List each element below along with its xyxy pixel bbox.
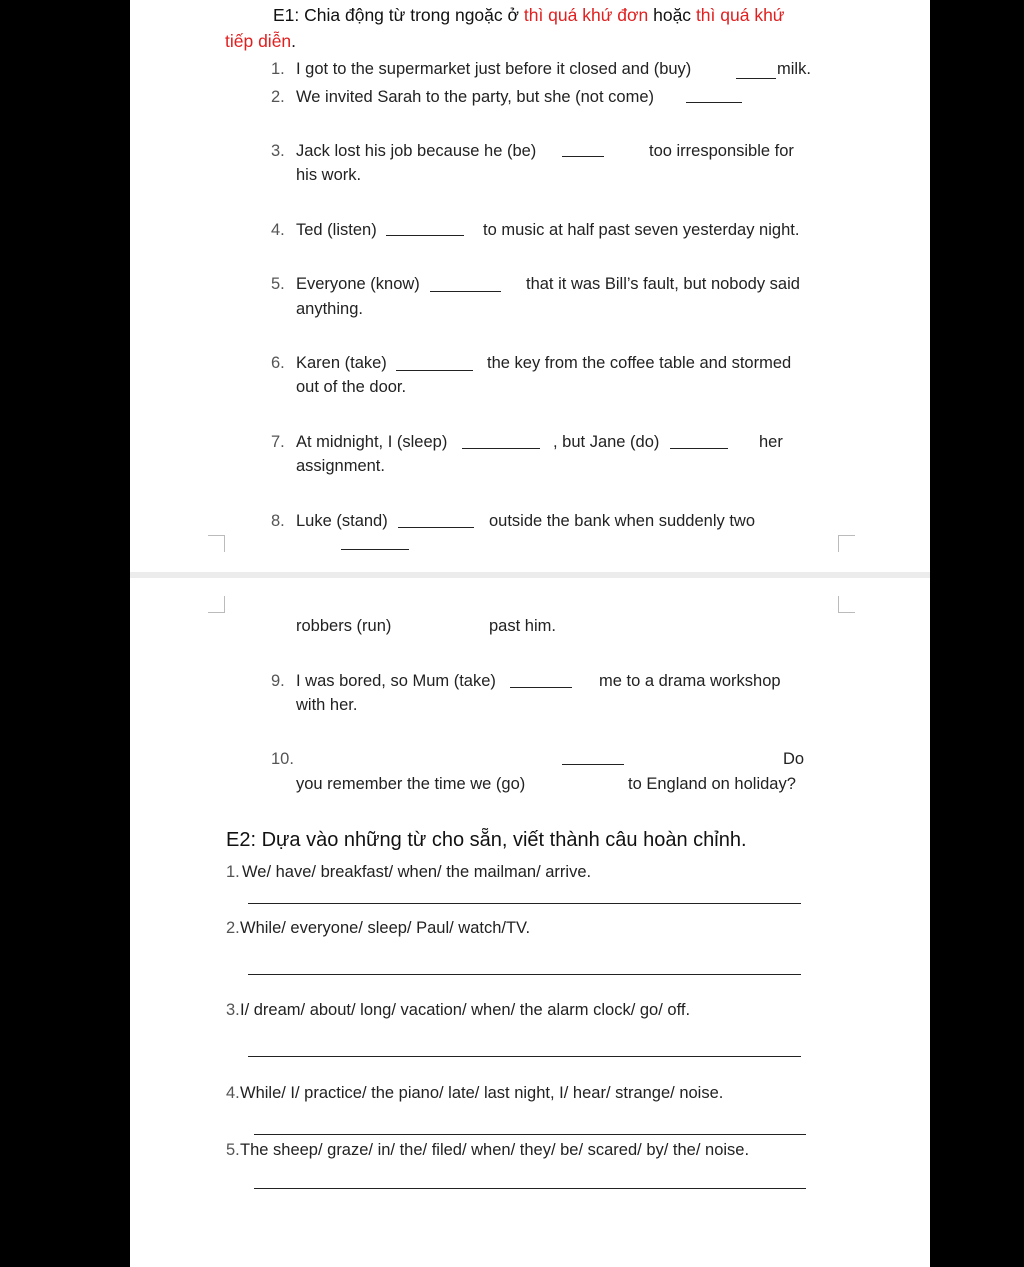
item-text: Everyone (know) [296,275,420,293]
e1-title-highlight: thì quá khứ [695,5,785,25]
answer-line[interactable] [248,903,801,904]
e2-item-number: 2. [226,919,240,937]
item-text-after: me to a drama workshop [599,672,781,690]
document-page-1 [130,0,930,572]
item-text-line2: to England on holiday? [628,775,796,793]
e1-title-highlight: tiếp diễn [225,31,292,51]
answer-blank[interactable] [736,78,776,79]
item-text-line2: his work. [296,166,362,184]
e1-title-line1 [273,5,785,25]
item-text: Ted (listen) [296,221,377,239]
item-text-after: outside the bank when suddenly two [489,512,756,530]
e2-item-text: We/ have/ breakfast/ when/ the mailman/ arrive. [242,863,592,881]
item-text: Jack lost his job because he (be) [296,142,537,160]
item-text-after: Do [783,750,805,768]
answer-blank[interactable] [386,235,464,236]
e1-title-part: E1: Chia động từ trong ngoặc ở [273,5,524,25]
item-text-after: the key from the coffee table and stormed [487,354,792,372]
answer-line[interactable] [248,1056,801,1057]
item-number: 6. [271,354,285,372]
page-corner-mark [838,535,855,552]
e2-item-text: While/ everyone/ sleep/ Paul/ watch/TV. [240,919,531,937]
e1-title-part: . [291,31,297,51]
item-text: We invited Sarah to the party, but she (not come) [296,88,654,106]
answer-blank[interactable] [670,448,728,449]
item-text-line2: past him. [489,617,556,635]
item-text-mid: , but Jane (do) [553,433,660,451]
item-number: 7. [271,433,285,451]
e1-title-part: hoặc [648,5,696,25]
answer-blank[interactable] [462,448,540,449]
item-number: 4. [271,221,285,239]
page-corner-mark [838,596,855,613]
answer-blank[interactable] [341,549,409,550]
answer-line[interactable] [254,1188,806,1189]
item-text-line2: you remember the time we (go) [296,775,526,793]
document-page-2 [130,578,930,1267]
e2-item-number: 3. [226,1001,240,1019]
item-number: 3. [271,142,285,160]
item-text-line2: out of the door. [296,378,407,396]
item-number: 10. [271,750,294,768]
item-number: 8. [271,512,285,530]
answer-blank[interactable] [510,687,572,688]
answer-blank[interactable] [686,102,742,103]
item-text-line2: anything. [296,300,363,318]
item-number: 1. [271,60,285,78]
item-text: I was bored, so Mum (take) [296,672,496,690]
item-text-line2: assignment. [296,457,385,475]
e2-title: E2: Dựa vào những từ cho sẵn, viết thành câu hoàn chỉnh. [226,829,747,851]
item-text: Karen (take) [296,354,387,372]
item-text: I got to the supermarket just before it closed and (buy) [296,60,692,78]
item-number: 5. [271,275,285,293]
item-text-after: too irresponsible for [649,142,794,160]
item-number: 9. [271,672,285,690]
item-text-after: to music at half past seven yesterday night. [483,221,800,239]
page-corner-mark [208,535,225,552]
item-number: 2. [271,88,285,106]
e1-title-line2 [225,31,296,51]
e1-title-highlight: thì quá khứ đơn [523,5,649,25]
item-text-after: milk. [777,60,811,78]
item-text-after: her [759,433,783,451]
item-text: Luke (stand) [296,512,388,530]
answer-blank[interactable] [430,291,501,292]
item-text: At midnight, I (sleep) [296,433,448,451]
answer-line[interactable] [254,1134,806,1135]
item-text-line2: with her. [296,696,358,714]
answer-blank[interactable] [562,764,624,765]
answer-blank[interactable] [398,527,474,528]
e2-item-text: The sheep/ graze/ in/ the/ filed/ when/ they/ be/ scared/ by/ the/ noise. [240,1141,750,1159]
item-text-after: that it was Bill’s fault, but nobody said [526,275,800,293]
e2-item-text: I/ dream/ about/ long/ vacation/ when/ the alarm clock/ go/ off. [240,1001,691,1019]
answer-blank[interactable] [562,156,604,157]
e2-item-number: 4. [226,1084,240,1102]
e2-item-number: 5. [226,1141,240,1159]
answer-line[interactable] [248,974,801,975]
e2-item-number: 1. [226,863,240,881]
answer-blank[interactable] [396,370,473,371]
e2-item-text: While/ I/ practice/ the piano/ late/ last night, I/ hear/ strange/ noise. [240,1084,724,1102]
page-corner-mark [208,596,225,613]
item-text-line2: robbers (run) [296,617,392,635]
